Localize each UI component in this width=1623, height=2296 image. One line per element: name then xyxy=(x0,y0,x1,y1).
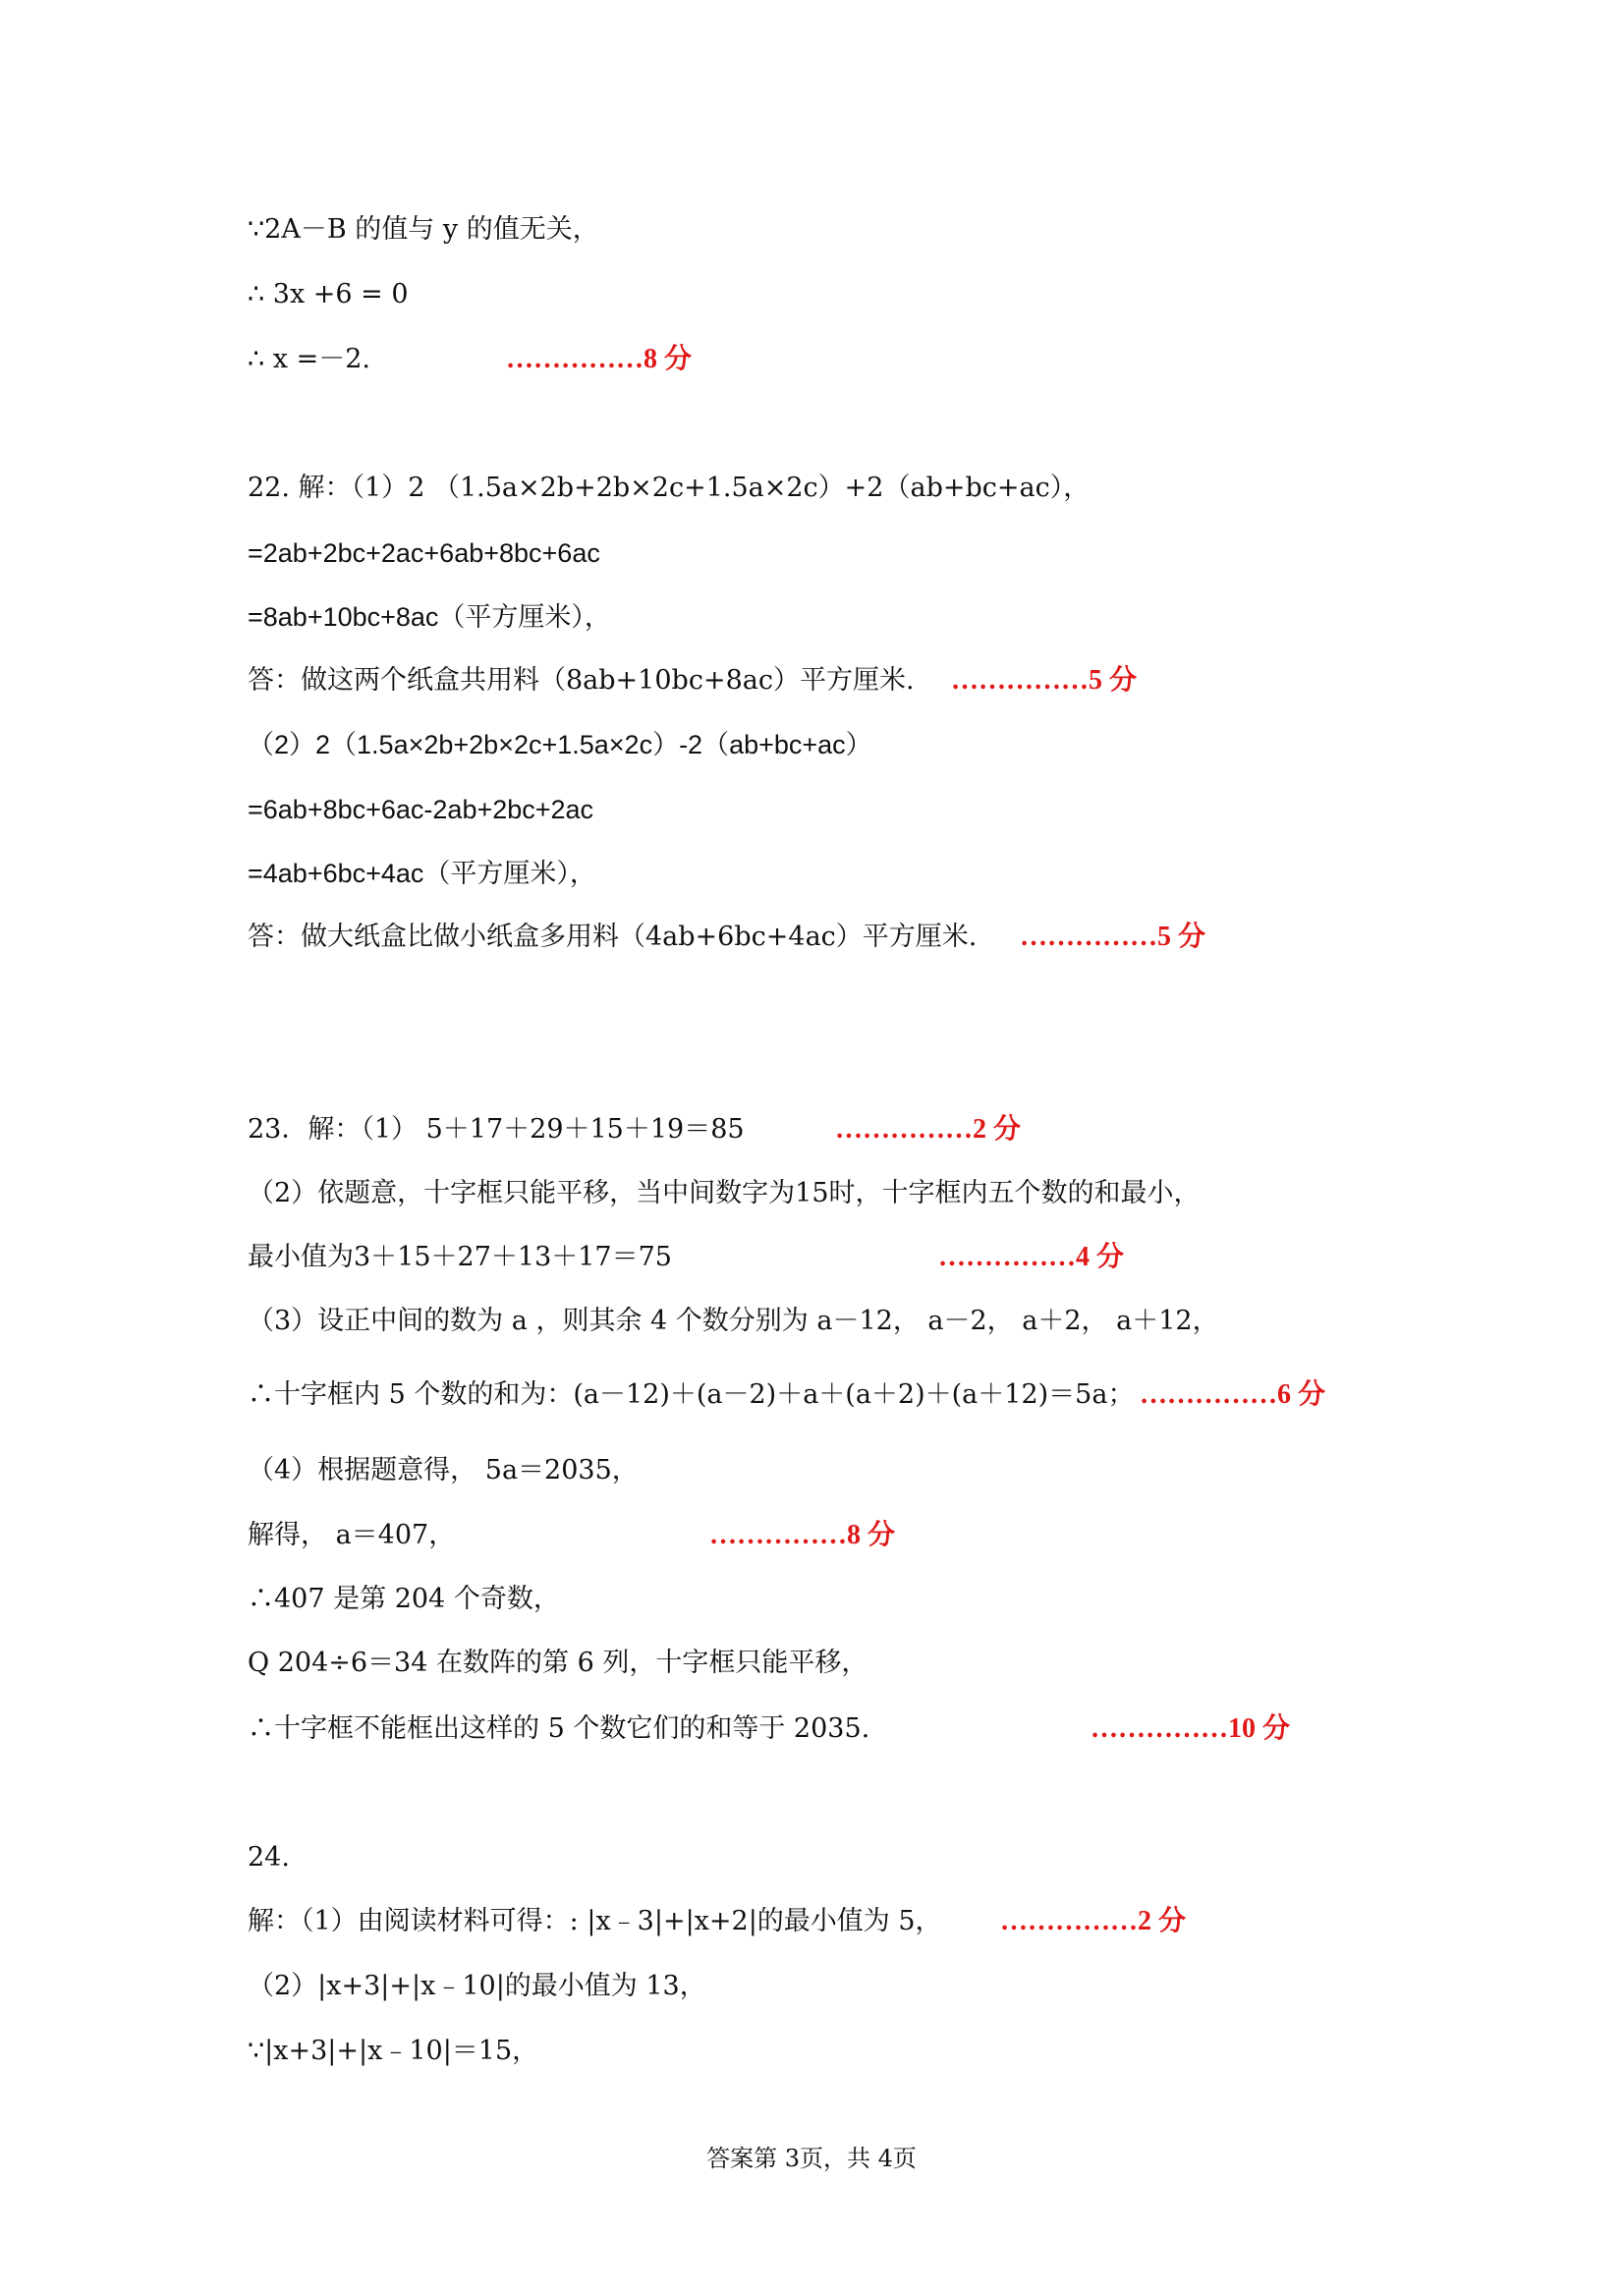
q22-line-7: =4ab+6bc+4ac（平方厘米）， xyxy=(248,859,596,888)
score-mark: ……………2 分 xyxy=(1000,1906,1187,1936)
q21-line-2: ∴ 3x +6 = 0 xyxy=(248,279,409,309)
q24-line-2: 解：（1）由阅读材料可得：: |x﹣3|+|x+2|的最小值为 5， xyxy=(248,1906,942,1936)
q22-line-2: =2ab+2bc+2ac+6ab+8bc+6ac xyxy=(248,538,600,568)
score-mark: ……………6 分 xyxy=(1140,1379,1326,1410)
q23-line-4: （3）设正中间的数为 a ，则其余 4 个数分别为 a－12， a－2， a＋2， a＋12， xyxy=(248,1306,1219,1336)
q23-line-2: （2）依题意，十字框只能平移，当中间数字为15时，十字框内五个数的和最小， xyxy=(248,1178,1201,1208)
score-mark: ……………10 分 xyxy=(1091,1713,1291,1744)
q23-line-3: 最小值为3＋15＋27＋13＋17＝75 xyxy=(248,1242,672,1272)
page-footer: 答案第 3页，共 4页 xyxy=(706,2145,917,2172)
q22-line-3: =8ab+10bc+8ac（平方厘米）， xyxy=(248,602,611,632)
q24-line-3: （2）|x+3|+|x﹣10|的最小值为 13， xyxy=(248,1971,706,2001)
q23-line-1: 23．解：（1） 5＋17＋29＋15＋19＝85 xyxy=(248,1114,745,1145)
q21-line-1: ∵2A－B 的值与 y 的值无关， xyxy=(248,214,599,245)
score-mark: ……………8 分 xyxy=(506,344,693,374)
score-mark: ……………8 分 xyxy=(709,1520,896,1550)
q23-line-8: ∴407 是第 204 个奇数， xyxy=(248,1584,560,1614)
q23-line-9: Q 204÷6＝34 在数阵的第 6 列，十字框只能平移， xyxy=(248,1648,868,1678)
q22-line-8: 答：做大纸盒比做小纸盒多用料（4ab+6bc+4ac）平方厘米. xyxy=(248,922,978,952)
q23-line-10: ∴十字框不能框出这样的 5 个数它们的和等于 2035. xyxy=(248,1713,870,1744)
q22-line-1: 22. 解：（1）2 （1.5a×2b+2b×2c+1.5a×2c）+2（ab+bc+ac）， xyxy=(248,473,1091,503)
q21-line-3: ∴ x =－2. xyxy=(248,344,370,374)
q22-line-6: =6ab+8bc+6ac-2ab+2bc+2ac xyxy=(248,795,594,824)
q24-line-1: 24. xyxy=(248,1842,290,1873)
q23-line-7: 解得， a＝407， xyxy=(248,1520,456,1550)
q22-line-4: 答：做这两个纸盒共用料（8ab+10bc+8ac）平方厘米. xyxy=(248,665,915,696)
score-mark: ……………5 分 xyxy=(1020,922,1206,952)
q23-line-6: （4）根据题意得， 5a＝2035， xyxy=(248,1455,639,1485)
score-mark: ……………2 分 xyxy=(835,1114,1022,1145)
q23-line-5: ∴十字框内 5 个数的和为：(a－12)＋(a－2)＋a＋(a＋2)＋(a＋12)＝5a； xyxy=(248,1379,1135,1410)
score-mark: ……………4 分 xyxy=(938,1242,1125,1272)
q22-line-5: （2）2（1.5a×2b+2b×2c+1.5a×2c）-2（ab+bc+ac） xyxy=(248,730,872,759)
q24-line-4: ∵|x+3|+|x﹣10|＝15， xyxy=(248,2036,539,2066)
score-mark: ……………5 分 xyxy=(951,665,1138,696)
